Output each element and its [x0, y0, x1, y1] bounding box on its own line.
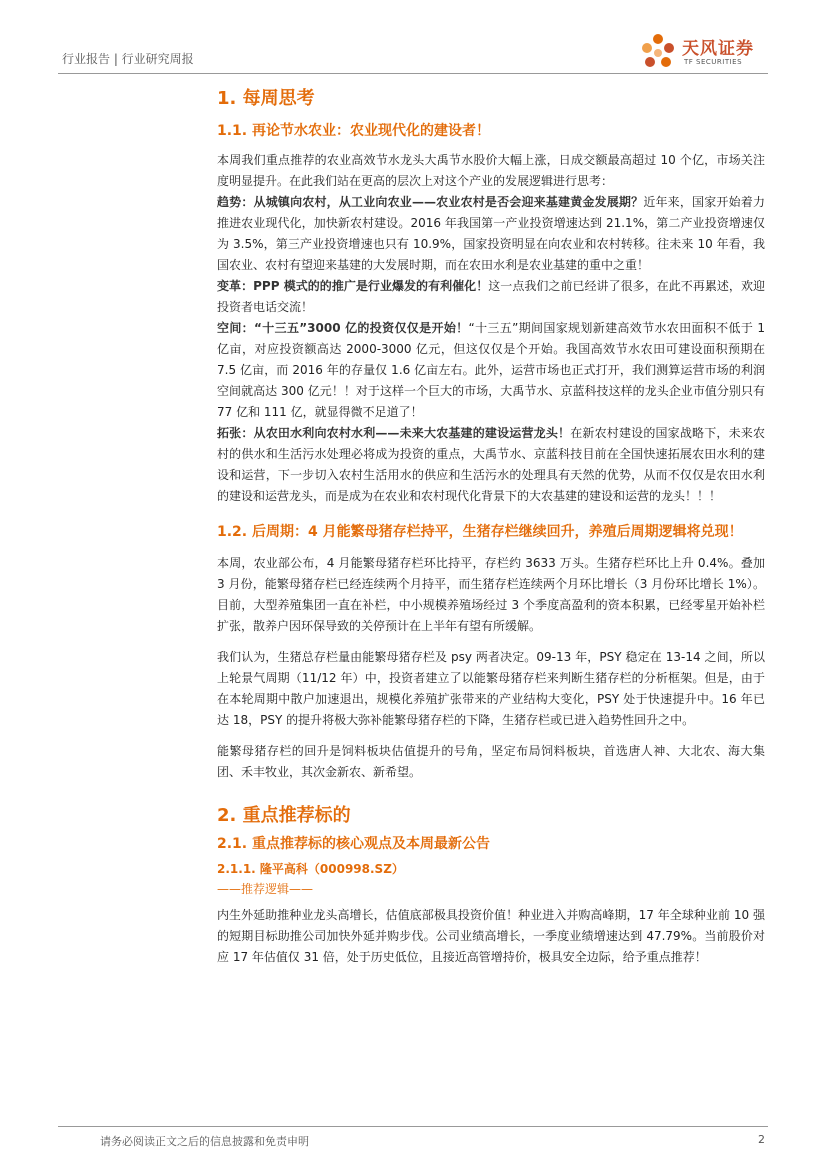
company-logo [638, 32, 768, 76]
page-number: 2 [758, 1133, 765, 1146]
expand-text: 在新农村建设的国家战略下，未来农村的供水和生活污水处理必将成为投资的重点，大禹节水、京蓝科技目前在全国快速拓展农田水利的建设和运营，下一步切入农村生活用水的供应和生活污水的处理具有天然的优势，从而不仅仅是农田水利的建设和运营龙头，而是成为在农业和农村现代化背景下的大农基建的建设和运营的龙头！！！ [217, 426, 765, 503]
space-text: “十三五”期间国家规划新建高效节水农田面积不低于 1 亿亩，对应投资额高达 2000-3000 亿元，但这仅仅是个开始。我国高效节水农田可建设面积预期在 7.5 亿亩，而 2016 年的存量仅 1.6 亿亩左右。此外，运营市场也正式打开，我们测算运营市场的利润空间就高达 300 亿元！！对于这样一个巨大的市场，大禹节水、京蓝科技这样的龙头企业市值分别只有 77 亿和 111 亿，就显得微不足道了！ [217, 321, 765, 419]
page-header [58, 40, 768, 70]
header-divider [58, 73, 768, 74]
reform-label: 变革：PPP 模式的的推广是行业爆发的有利催化！ [217, 279, 489, 293]
section-2-1-heading: 2.1. 重点推荐标的核心观点及本周最新公告 [217, 836, 490, 852]
logo-text-en: TF SECURITIES [684, 58, 743, 66]
breadcrumb: 行业报告 | 行业研究周报 [62, 52, 194, 66]
reform-text: 这一点我们之前已经讲了很多，在此不再累述，欢迎投资者电话交流！ [217, 279, 765, 314]
disclaimer-text: 请务必阅读正文之后的信息披露和免责申明 [100, 1135, 309, 1148]
trend-text: 近年来，国家开始着力推进农业现代化，加快新农村建设。2016 年我国第一产业投资增速达到 21.1%，第二产业投资增速仅为 3.5%，第三产业投资增速也只有 10.9%，国家投资明显在向农业和农村转移。往未来 10 年看，我国农业、农村有望迎来基建的大发展时期，而在农田水利是农业基建的重中之重！ [217, 195, 765, 272]
section-2-heading: 2. 重点推荐标的 [217, 805, 351, 826]
section-1-1-heading: 1.1. 再论节水农业：农业现代化的建设者！ [217, 123, 490, 139]
section-1-heading: 1. 每周思考 [217, 88, 315, 109]
logo-mark-icon [638, 32, 678, 74]
section-2-1-1-body: 内生外延助推种业龙头高增长，估值底部极具投资价值！种业进入并购高峰期，17 年全球种业前 10 强的短期目标助推公司加快外延并购步伐。公司业绩高增长，一季度业绩增速达到 47.79%。当前股价对应 17 年估值仅 31 倍，处于历史低位，且接近高管增持价，极具安全边际，给予重点推荐！ [217, 908, 765, 964]
logo-text-cn: 天风证券 [682, 39, 754, 59]
footer-divider [58, 1126, 768, 1127]
expand-label: 拓张：从农田水利向农村水利——未来大农基建的建设运营龙头！ [217, 426, 571, 440]
section-2-1-1-heading: 2.1.1. 隆平高科（000998.SZ） [217, 862, 404, 876]
main-content [217, 84, 765, 968]
trend-label: 趋势：从城镇向农村，从工业向农业——农业农村是否会迎来基建黄金发展期？ [217, 195, 644, 209]
section-1-1-body [217, 150, 765, 507]
section-1-2-paragraph-2: 我们认为，生猪总存栏量由能繁母猪存栏及 psy 两者决定。09-13 年，PSY 稳定在 13-14 之间，所以上轮景气周期（11/12 年）中，投资者建立了以能繁母猪存栏来判断生猪存栏的分析框架。但是，由于在本轮周期中散户加速退出，规模化养殖扩张带来的产业结构大变化，PSY 处于快速提升中。16 年已达 18，PSY 的提升将极大弥补能繁母猪存栏的下降，生猪存栏或已进入趋势性回升之中。 [217, 650, 765, 727]
section-1-2-paragraph-1: 本周，农业部公布，4 月能繁母猪存栏环比持平，存栏约 3633 万头。生猪存栏环比上升 0.4%。叠加 3 月份，能繁母猪存栏已经连续两个月持平，而生猪存栏连续两个月环比增长（3 月份环比增长 1%）。目前，大型养殖集团一直在补栏，中小规模养殖场经过 3 个季度高盈利的资本积累，已经零星开始补栏扩张，散养户因环保导致的关停预计在上半年有望有所缓解。 [217, 556, 765, 633]
section-1-2-paragraph-3: 能繁母猪存栏的回升是饲料板块估值提升的号角，坚定布局饲料板块，首选唐人神、大北农、海大集团、禾丰牧业，其次金新农、新希望。 [217, 744, 765, 779]
recommendation-logic-subtitle: ——推荐逻辑—— [217, 882, 314, 896]
intro-text: 本周我们重点推荐的农业高效节水龙头大禹节水股价大幅上涨，日成交额最高超过 10 个亿，市场关注度明显提升。在此我们站在更高的层次上对这个产业的发展逻辑进行思考： [217, 153, 765, 188]
section-1-2-heading: 1.2. 后周期：4 月能繁母猪存栏持平，生猪存栏继续回升，养殖后周期逻辑将兑现！ [217, 524, 743, 540]
space-label: 空间：“十三五”3000 亿的投资仅仅是开始！ [217, 321, 469, 335]
